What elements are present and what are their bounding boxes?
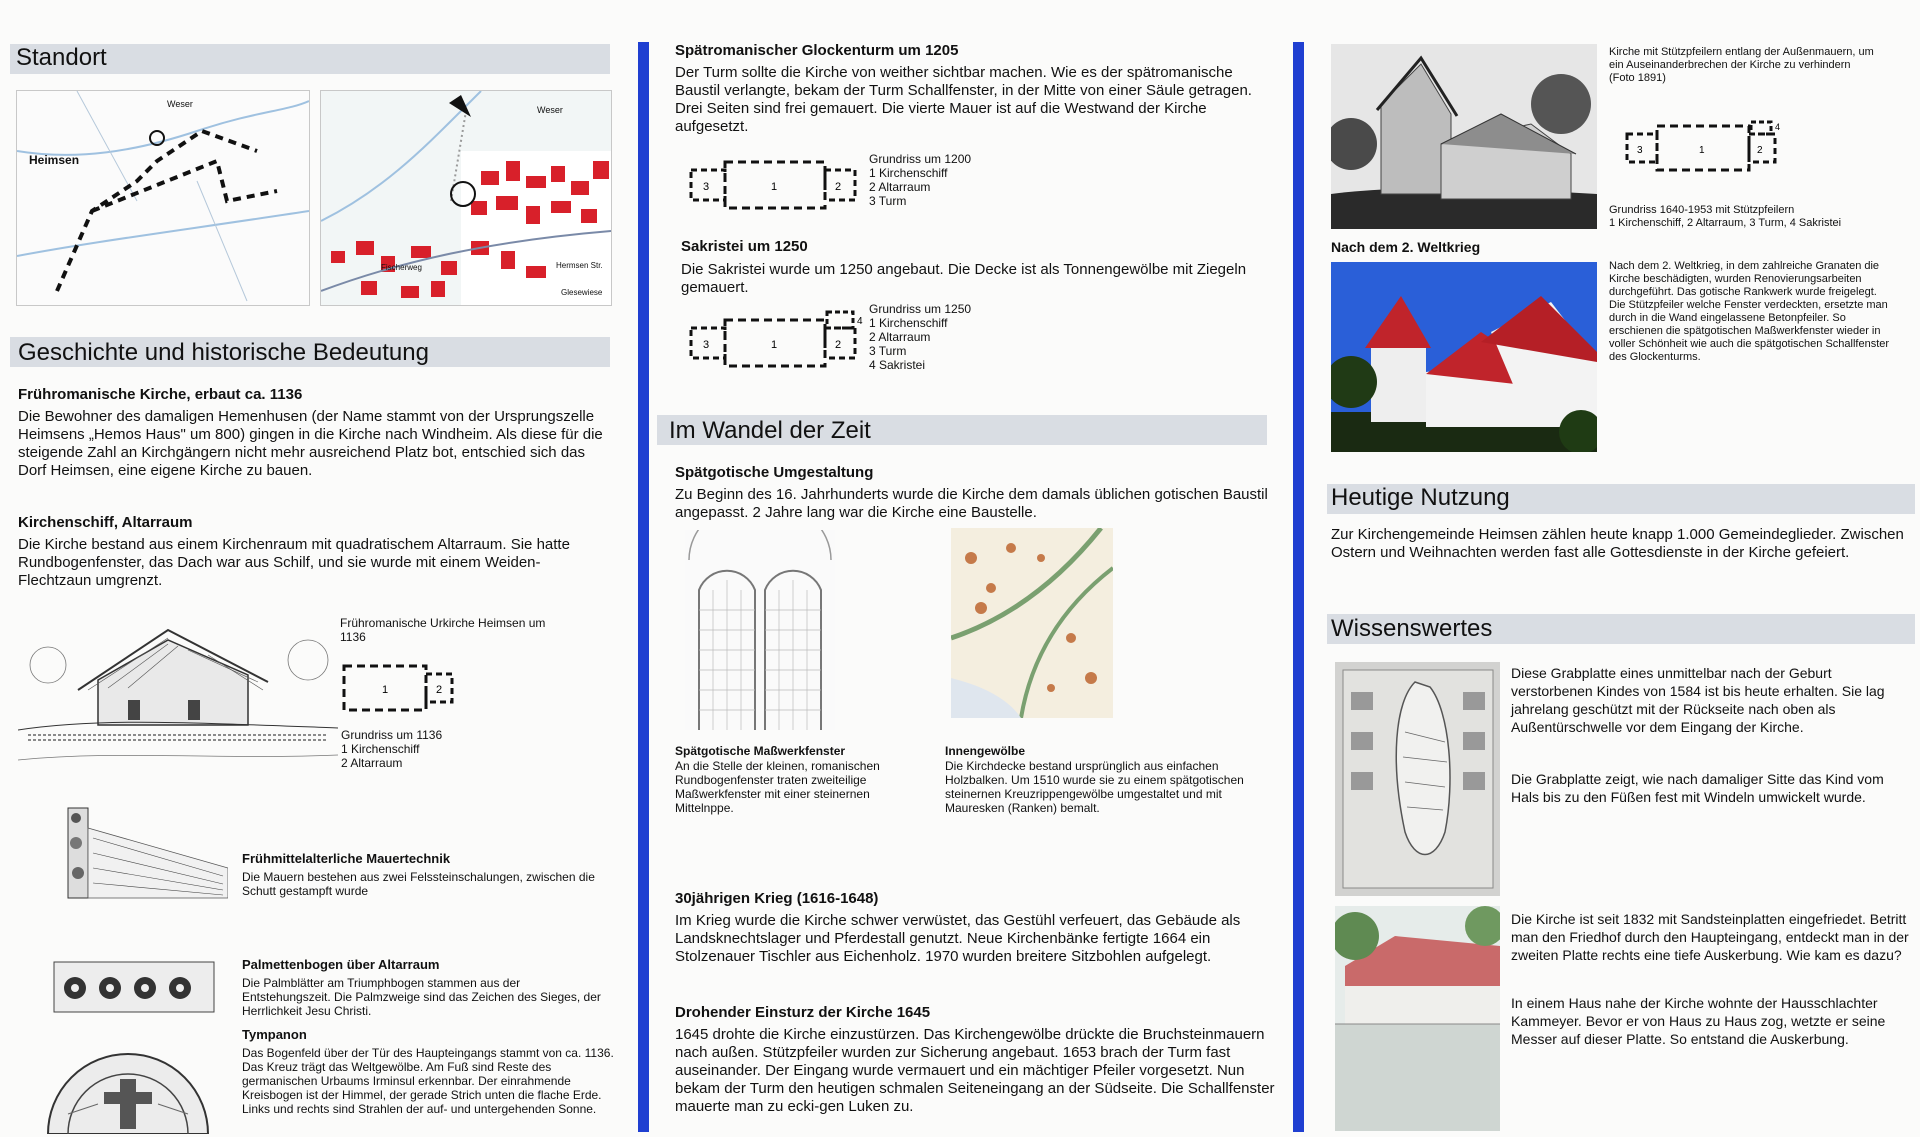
subheading-masswerkfenster: Spätgotische Maßwerkfenster [675,744,846,758]
tympanon-relief [38,1034,218,1134]
text-auskerbung-2: In einem Haus nahe der Kirche wohnte der Hausschlachter Kammeyer. Bevor er von Haus zu Haus zog, wetzte er seine Messer auf dieser Platte. So entstand die Auskerbung. [1511,995,1886,1047]
urkirche-sketch [18,610,338,778]
text-einsturz: 1645 drohte die Kirche einzustürzen. Das Kirchengewölbe drückte die Bruchsteinmauern nach außen. Stützpfeiler wurden zur Sicherung angebaut. 1653 brach der Turm fast auseinander. Der Eingang wurde vermauert und ein mächtiger Pfeiler vorgesetzt. Nun bekam der Turm den heutigen schmalen Seiteneingang an der Südseite. Die Schallfenster mauerte man zu ecki-gen Luken zu. [675,1026,1275,1115]
palmetten-relief [50,958,220,1018]
urkirche-svg [18,610,338,778]
text-nach-weltkrieg: Nach dem 2. Weltkrieg, in dem zahlreiche Granaten die Kirche beschädigten, wurden Renovierungsarbeiten durchgeführt. Das gotische Rankwerk wurde freigelegt. Die Stützpfeiler welche Fenster verdeckten, ersetzte man durch in die Wand eingelassene Betonpfeiler. So erschienen die spätgotischen Maßwerkfenster wieder in voller Schönheit wie auch die spätgotischen Schallfenster des Glockenturms. [1609,260,1890,363]
subheading-palmettenbogen: Palmettenbogen über Altarraum [242,957,440,972]
section-title-standort: Standort [16,44,107,71]
church-plan-1136 [340,660,470,716]
church-photo-1891 [1331,44,1597,229]
subheading-mauertechnik: Frühmittelalterliche Mauertechnik [242,851,451,866]
section-title-heutige-nutzung: Heutige Nutzung [1331,484,1510,511]
text-mauertechnik: Die Mauern bestehen aus zwei Felssteinschalungen, zwischen die Schutt gestampft wurde [242,870,595,898]
svg-text:4: 4 [857,316,863,327]
text-grabplatte-2: Die Grabplatte zeigt, wie nach damaliger Sitte das Kind vom Hals bis zu den Füßen fest mit Windeln umwickelt wurde. [1511,771,1884,805]
text-grabplatte-1: Diese Grabplatte eines unmittelbar nach der Geburt verstorbenen Kindes von 1584 ist bis heute erhalten. Sie lag jahrelang geschützt mit der Rückseite nach oben als Außentürschwelle vor dem Eingang der Kirche. [1511,665,1885,735]
column-development [655,0,1280,1137]
section-title-wandel: Im Wandel der Zeit [669,417,871,444]
column-present [1325,0,1920,1137]
caption-plan-1640: Grundriss 1640-1953 mit Stützpfeilern 1 Kirchenschiff, 2 Altarraum, 3 Turm, 4 Sakristei [1609,204,1842,229]
location-map-right [320,90,612,306]
caption-plan-1200: Grundriss um 1200 1 Kirchenschiff 2 Altarraum 3 Turm [869,152,972,208]
section-title-geschichte: Geschichte und historische Bedeutung [18,339,429,366]
subheading-einsturz: Drohender Einsturz der Kirche 1645 [675,1004,931,1021]
text-auskerbung-1: Die Kirche ist seit 1832 mit Sandsteinplatten eingefriedet. Betritt man den Friedhof durch den Haupteingang, entdeckt man in der zweiten Platte rechts eine tiefe Auskerbung. Wie kam es dazu? [1511,911,1909,963]
subheading-dreissigjaehriger-krieg: 30jährigen Krieg (1616-1648) [675,890,879,907]
svg-text:2: 2 [835,339,842,351]
caption-plan-1136: Grundriss um 1136 1 Kirchenschiff 2 Altarraum [341,728,443,770]
svg-text:3: 3 [703,181,710,193]
masswerk-window-sketch [685,530,835,730]
caption-photo-1891: Kirche mit Stützpfeilern entlang der Außenmauern, um ein Auseinanderbrechen der Kirche zu verhindern (Foto 1891) [1609,46,1874,84]
text-masswerkfenster: An die Stelle der kleinen, romanischen Rundbogenfenster traten zweiteilige Maßwerkfenster mit einer steinernen Mittelnppe. [675,759,880,815]
church-plan-1640 [1621,118,1791,174]
grabplatte-photo [1335,662,1500,896]
auskerbung-photo [1335,906,1500,1131]
svg-text:3: 3 [1637,145,1643,156]
svg-text:4: 4 [1775,122,1781,132]
map-street-3: Glesewiese [561,288,603,297]
divider-bar-right [1293,42,1304,1132]
svg-text:2: 2 [436,684,443,696]
svg-text:2: 2 [835,181,842,193]
divider-bar-left [638,42,649,1132]
text-kirchenschiff: Die Kirche bestand aus einem Kirchenraum mit quadratischem Altarraum. Sie hatte Rundbogenfenster, das Dach war aus Schilf, und sie wurde mit einem Weiden-Flechtzaun umgrenzt. [18,536,570,589]
subheading-sakristei: Sakristei um 1250 [681,238,808,255]
section-title-wissenswertes: Wissenswertes [1331,615,1493,642]
church-photo-postwar [1331,262,1597,452]
subheading-nach-weltkrieg: Nach dem 2. Weltkrieg [1331,239,1481,255]
innengewoelbe-photo [951,528,1113,718]
caption-plan-1250: Grundriss um 1250 1 Kirchenschiff 2 Altarraum 3 Turm 4 Sakristei [869,302,972,372]
subheading-kirchenschiff: Kirchenschiff, Altarraum [18,514,193,531]
map-label-river: Weser [167,99,193,109]
text-innengewoelbe: Die Kirchdecke bestand ursprünglich aus einfachen Holzbalken. Um 1510 wurde sie zu einem spätgotischen steinernen Kreuzrippengewölbe umgestaltet und mit Mauresken (Ranken) bemalt. [945,759,1244,815]
subheading-spaetgotik: Spätgotische Umgestaltung [675,464,874,481]
text-heutige-nutzung: Zur Kirchengemeinde Heimsen zählen heute knapp 1.000 Gemeindeglieder. Zwischen Ostern und Weihnachten werden fast alle Gottesdienste in der Kirche gefeiert. [1331,526,1904,561]
subheading-innengewoelbe: Innengewölbe [945,744,1026,758]
svg-text:1: 1 [771,181,778,193]
text-spaetgotik: Zu Beginn des 16. Jahrhunderts wurde die Kirche dem damals üblichen gotischen Baustil angepasst. 2 Jahre lang war die Kirche eine Baustelle. [675,486,1268,521]
church-plan-1200 [687,156,877,212]
map-left-svg [17,91,309,305]
location-map-left [16,90,310,306]
subheading-tympanon: Tympanon [242,1027,307,1042]
map-label-village: Heimsen [29,153,80,167]
text-glockenturm: Der Turm sollte die Kirche von weither sichtbar machen. Wie es der spätromanische Baustil verlangte, bekam der Turm Schallfenster, in der Mitte von einer Säule getragen. Drei Seiten sind frei gemauert. Die vierte Mauer ist auf die Westwand der Kirche aufgesetzt. [675,64,1252,135]
map-street-2: Hermsen Str. [556,261,603,270]
caption-urkirche: Frühromanische Urkirche Heimsen um 1136 [340,616,549,644]
text-tympanon: Das Bogenfeld über der Tür des Haupteingangs stammt von ca. 1136. Das Kreuz trägt das Weltgewölbe. Am Fuß sind Reste des germanischen Urbaums Irminsul erkennbar. Der einrahmende Kreisbogen ist der Himmel, der gerade Strich unten die flache Erde. Links und rechts sind Strahlen der auf- und untergehenden Sonne. [242,1046,614,1116]
subheading-fruehromanisch: Frühromanische Kirche, erbaut ca. 1136 [18,386,303,403]
svg-text:1: 1 [382,684,389,696]
svg-text:1: 1 [771,339,778,351]
mauer-sketch [48,798,228,908]
text-dreissigjaehriger-krieg: Im Krieg wurde die Kirche schwer verwüstet, das Gestühl verfeuert, das Gebäude als Landsknechtslager und Pferdestall genutzt. Neue Kirchenbänke fertigte 1664 ein Stolzenauer Tischler aus Eichenholz. 1970 wurden breitere Sitzbohlen aufgelegt. [675,912,1241,965]
map-street-1: Fischerweg [381,263,422,272]
column-history [10,0,615,1137]
svg-text:3: 3 [703,339,710,351]
text-fruehromanisch: Die Bewohner des damaligen Hemenhusen (der Name stammt von der Ursprungszelle Heimsens „Hemos Haus" um 800) gingen in die Kirche nach Windheim. Als diese für die steigende Zahl an Kirchgängern nicht mehr ausreichend Platz bot, entschied sich das Dorf Heimsen, eine eigene Kirche zu bauen. [18,408,603,479]
map-label-river-right: Weser [537,105,563,115]
svg-text:2: 2 [1757,145,1763,156]
svg-text:1: 1 [1699,145,1705,156]
text-sakristei: Die Sakristei wurde um 1250 angebaut. Die Decke ist als Tonnengewölbe mit Ziegeln gemauert. [681,261,1247,296]
church-plan-1250 [687,310,877,372]
subheading-glockenturm: Spätromanischer Glockenturm um 1205 [675,42,959,59]
text-palmettenbogen: Die Palmblätter am Triumphbogen stammen aus der Entstehungszeit. Die Palmzweige sind das Zeichen des Sieges, der Herrlichkeit Jesu Christi. [242,976,601,1018]
